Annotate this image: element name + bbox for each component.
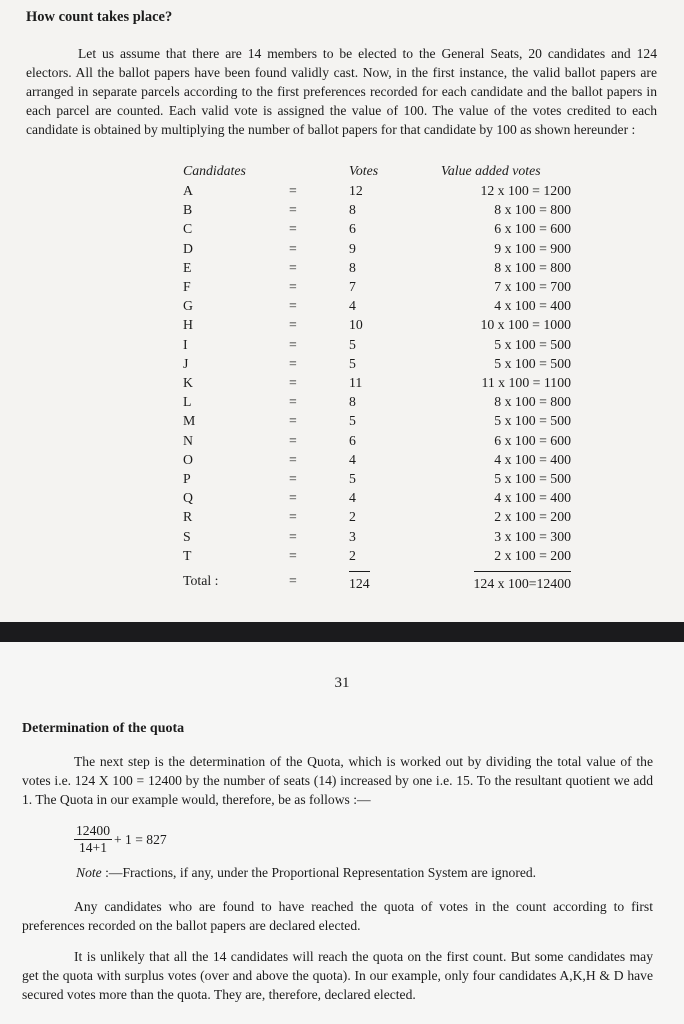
header-candidates: Candidates xyxy=(183,163,246,178)
candidate-cell: E xyxy=(183,259,192,275)
candidate-cell: O xyxy=(183,451,193,467)
candidate-cell: B xyxy=(183,202,193,218)
equals-cell: = xyxy=(289,279,297,295)
votes-cell: 8 xyxy=(349,259,356,275)
table-row xyxy=(183,431,571,450)
value-cell: 5 x 100 = 500 xyxy=(494,355,571,371)
candidate-cell: K xyxy=(183,375,193,391)
equals-cell: = xyxy=(289,451,297,467)
equals-cell: = xyxy=(289,394,297,410)
table-row xyxy=(183,296,571,315)
equals-cell: = xyxy=(289,202,297,218)
votes-cell: 7 xyxy=(349,279,356,295)
note-label: Note xyxy=(76,865,102,880)
votes-cell: 5 xyxy=(349,471,356,487)
equals-cell: = xyxy=(289,528,297,544)
equals-cell: = xyxy=(289,240,297,256)
equals-cell: = xyxy=(289,432,297,448)
table-row xyxy=(183,335,571,354)
candidate-cell: S xyxy=(183,528,191,544)
section-heading-count: How count takes place? xyxy=(26,9,173,25)
total-row xyxy=(183,565,571,593)
candidate-cell: I xyxy=(183,336,188,352)
page-divider xyxy=(0,622,684,642)
table-row xyxy=(183,258,571,277)
table-row xyxy=(183,546,571,565)
value-cell: 2 x 100 = 200 xyxy=(494,547,571,563)
candidate-cell: M xyxy=(183,413,196,429)
formula-result: + 1 = 827 xyxy=(113,831,167,847)
votes-cell: 11 xyxy=(349,375,363,391)
votes-cell: 10 xyxy=(349,317,363,333)
value-cell: 9 x 100 = 900 xyxy=(494,240,571,256)
votes-cell: 8 xyxy=(349,202,356,218)
equals-cell: = xyxy=(289,547,297,563)
value-cell: 3 x 100 = 300 xyxy=(494,528,571,544)
value-cell: 5 x 100 = 500 xyxy=(494,471,571,487)
table-row xyxy=(183,507,571,526)
value-cell: 4 x 100 = 400 xyxy=(494,298,571,314)
candidate-cell: G xyxy=(183,298,193,314)
table-row xyxy=(183,527,571,546)
table-row xyxy=(183,450,571,469)
value-cell: 11 x 100 = 1100 xyxy=(481,375,571,391)
candidate-cell: F xyxy=(183,279,191,295)
votes-cell: 8 xyxy=(349,394,356,410)
equals-cell: = xyxy=(289,317,297,333)
equals-cell: = xyxy=(289,490,297,506)
table-row xyxy=(183,277,571,296)
votes-cell: 12 xyxy=(349,183,363,198)
total-label: Total : xyxy=(183,573,219,589)
formula-fraction xyxy=(74,823,112,856)
table-row xyxy=(183,488,571,507)
votes-cell: 4 xyxy=(349,298,356,314)
equals-cell: = xyxy=(289,259,297,275)
equals-cell: = xyxy=(289,183,297,198)
value-cell: 4 x 100 = 400 xyxy=(494,490,571,506)
note-line xyxy=(76,865,536,881)
value-cell: 12 x 100 = 1200 xyxy=(480,183,571,198)
value-cell: 6 x 100 = 600 xyxy=(494,432,571,448)
surplus-paragraph: It is unlikely that all the 14 candidates will reach the quota on the first count. But some candidates may get the quota with surplus votes (over and above the quota). In our example, only four candidates A,K,H & D have secured votes more than the quota. They are, therefore, declared elected. xyxy=(22,949,653,1002)
candidate-cell: H xyxy=(183,317,193,333)
equals-cell: = xyxy=(289,413,297,429)
formula-numerator: 12400 xyxy=(76,823,110,838)
header-value: Value added votes xyxy=(441,163,541,178)
votes-table xyxy=(183,161,571,593)
equals-cell: = xyxy=(289,221,297,237)
votes-cell: 5 xyxy=(349,336,356,352)
equals-cell: = xyxy=(289,336,297,352)
votes-cell: 5 xyxy=(349,355,356,371)
table-row xyxy=(183,219,571,238)
total-eq: = xyxy=(289,573,297,589)
value-cell: 5 x 100 = 500 xyxy=(494,413,571,429)
equals-cell: = xyxy=(289,355,297,371)
equals-cell: = xyxy=(289,298,297,314)
votes-table-header xyxy=(183,161,571,181)
value-cell: 5 x 100 = 500 xyxy=(494,336,571,352)
elected-paragraph: Any candidates who are found to have reached the quota of votes in the count according to first preferences recorded on the ballot papers are declared elected. xyxy=(22,899,653,933)
value-cell: 10 x 100 = 1000 xyxy=(480,317,571,333)
value-cell: 8 x 100 = 800 xyxy=(494,259,571,275)
candidate-cell: J xyxy=(183,355,189,371)
candidate-cell: L xyxy=(183,394,192,410)
candidate-cell: R xyxy=(183,509,193,525)
value-cell: 6 x 100 = 600 xyxy=(494,221,571,237)
votes-cell: 6 xyxy=(349,221,356,237)
votes-cell: 4 xyxy=(349,451,356,467)
total-votes: 124 xyxy=(349,571,370,593)
value-cell: 8 x 100 = 800 xyxy=(494,202,571,218)
candidate-cell: D xyxy=(183,240,193,256)
table-row xyxy=(183,469,571,488)
table-row xyxy=(183,373,571,392)
equals-cell: = xyxy=(289,471,297,487)
candidate-cell: P xyxy=(183,471,191,487)
value-cell: 7 x 100 = 700 xyxy=(494,279,571,295)
votes-cell: 4 xyxy=(349,490,356,506)
quota-paragraph: The next step is the determination of the Quota, which is worked out by dividing the total value of the votes i.e. 124 X 100 = 12400 by the number of seats (14) increased by one i.e. 15. To the resultant quotient we add 1. The Quota in our example would, therefore, be as follows :— xyxy=(22,754,653,807)
header-votes: Votes xyxy=(349,163,379,178)
section-heading-quota: Determination of the quota xyxy=(22,721,185,736)
equals-cell: = xyxy=(289,509,297,525)
table-row xyxy=(183,354,571,373)
quota-formula xyxy=(74,823,167,856)
candidate-cell: Q xyxy=(183,490,193,506)
value-cell: 8 x 100 = 800 xyxy=(494,394,571,410)
votes-cell: 9 xyxy=(349,240,356,256)
table-row xyxy=(183,392,571,411)
table-row xyxy=(183,200,571,219)
candidate-cell: C xyxy=(183,221,193,237)
note-text: :—Fractions, if any, under the Proportional Representation System are ignored. xyxy=(101,865,537,880)
value-cell: 4 x 100 = 400 xyxy=(494,451,571,467)
table-row xyxy=(183,411,571,430)
votes-cell: 5 xyxy=(349,413,356,429)
candidate-cell: A xyxy=(183,183,193,198)
value-cell: 2 x 100 = 200 xyxy=(494,509,571,525)
formula-denominator: 14+1 xyxy=(78,840,108,855)
votes-cell: 6 xyxy=(349,432,356,448)
table-row xyxy=(183,239,571,258)
votes-cell: 3 xyxy=(349,528,356,544)
intro-paragraph: Let us assume that there are 14 members to be elected to the General Seats, 20 candidates and 124 electors. All the ballot papers have been found validly cast. Now, in the first instance, the valid ballot papers are arranged in separate parcels according to the first preferences recorded for each candidate and the ballot papers in each parcel are counted. Each valid vote is assigned the value of 100. The value of the votes credited to each candidate is obtained by multiplying the number of ballot papers for that candidate by 100 as shown hereunder : xyxy=(26,46,657,137)
candidate-cell: N xyxy=(183,432,193,448)
votes-cell: 2 xyxy=(349,547,356,563)
votes-cell: 2 xyxy=(349,509,356,525)
equals-cell: = xyxy=(289,375,297,391)
page-number: 31 xyxy=(334,675,350,691)
candidate-cell: T xyxy=(183,547,192,563)
table-row xyxy=(183,181,571,200)
table-row xyxy=(183,315,571,334)
total-value: 124 x 100=12400 xyxy=(474,571,571,593)
